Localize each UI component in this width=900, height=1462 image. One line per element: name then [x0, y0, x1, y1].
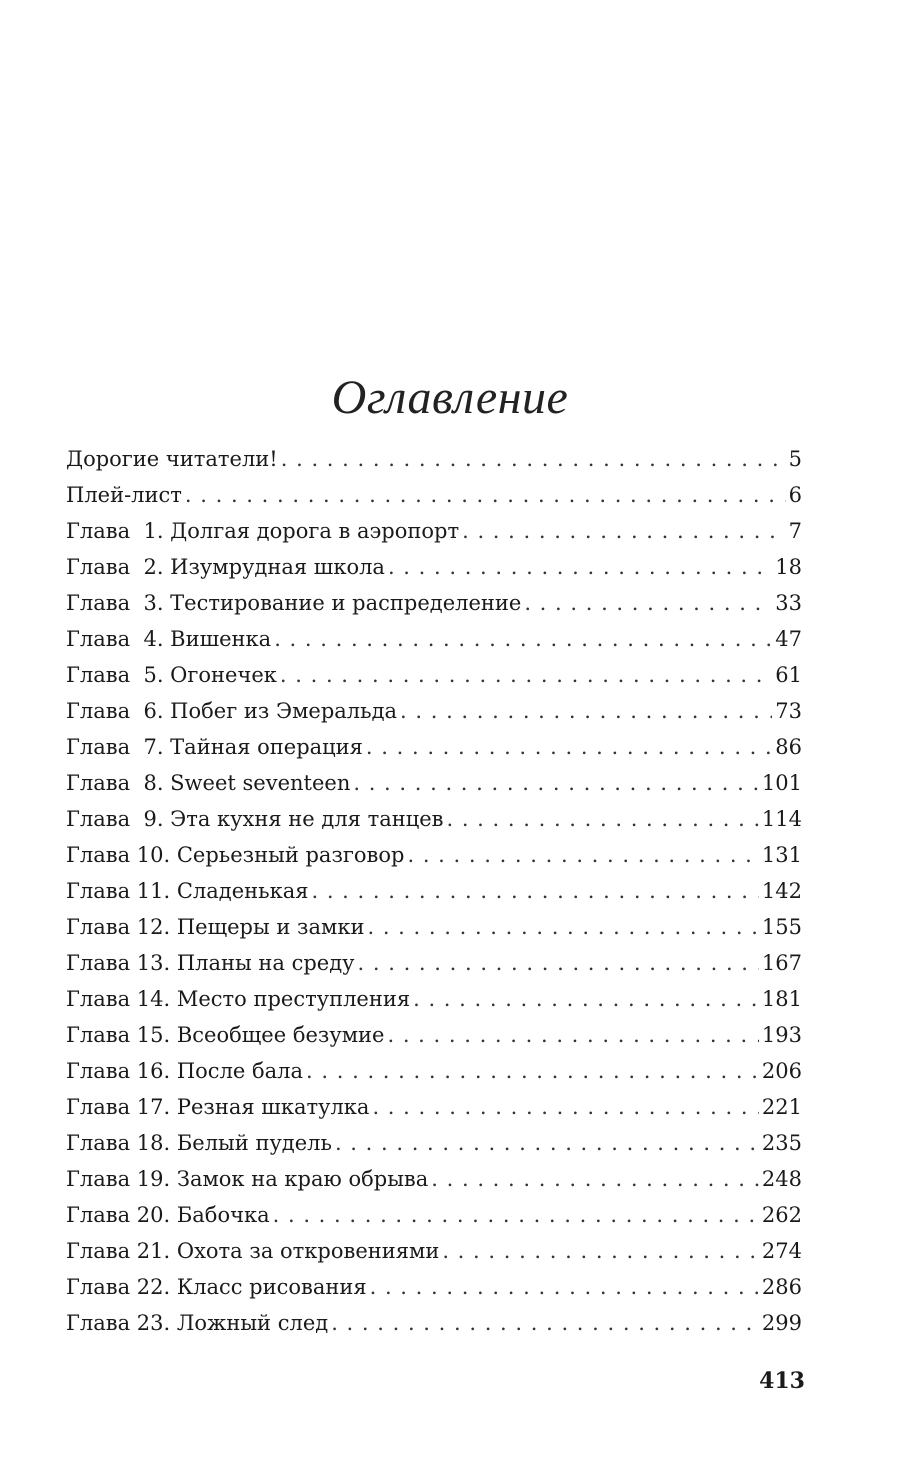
toc-entry-page: 299 — [761, 1311, 802, 1335]
toc-entry-label: Глава 16. После бала — [66, 1059, 304, 1083]
toc-entry — [66, 945, 802, 981]
toc-entry-label: Глава 22. Класс рисования — [66, 1275, 367, 1299]
toc-entry — [66, 837, 802, 873]
toc-entry-label: Глава 11. Сладенькая — [66, 879, 309, 903]
toc-entry — [66, 621, 802, 657]
toc-entry-page: 142 — [761, 879, 802, 903]
toc-entry-page: 5 — [788, 447, 802, 471]
toc-entry-label: Глава 9. Эта кухня не для танцев — [66, 807, 444, 831]
toc-entry-page: 101 — [761, 771, 802, 795]
toc-entry — [66, 1305, 802, 1341]
toc-entry-page: 6 — [788, 483, 802, 507]
toc-entry — [66, 1053, 802, 1089]
toc-entry-label: Глава 12. Пещеры и замки — [66, 915, 365, 939]
toc-leader-dots — [446, 801, 758, 837]
toc-leader-dots — [311, 873, 758, 909]
toc-entry-page: 221 — [761, 1095, 802, 1119]
toc-leader-dots — [372, 1089, 758, 1125]
toc-leader-dots — [388, 549, 772, 585]
toc-entry-page: 235 — [761, 1131, 802, 1155]
toc-entry-label: Плей-лист — [66, 483, 182, 507]
toc-entry — [66, 873, 802, 909]
toc-entry — [66, 1161, 802, 1197]
toc-entry — [66, 441, 802, 477]
toc-entry-label: Глава 8. Sweet seventeen — [66, 771, 351, 795]
toc-entry-label: Глава 3. Тестирование и распределение — [66, 591, 522, 615]
toc-entry-label: Глава 1. Долгая дорога в аэропорт — [66, 519, 460, 543]
toc-entry-page: 33 — [775, 591, 802, 615]
toc-entry-label: Глава 14. Место преступления — [66, 987, 411, 1011]
toc-entry-label: Глава 17. Резная шкатулка — [66, 1095, 370, 1119]
toc-entry-label: Глава 4. Вишенка — [66, 627, 272, 651]
toc-entry — [66, 909, 802, 945]
toc-entry-page: 167 — [761, 951, 802, 975]
toc-entry — [66, 1233, 802, 1269]
toc-entry — [66, 549, 802, 585]
toc-entry-label: Глава 5. Огонечек — [66, 663, 277, 687]
toc-entry-page: 286 — [761, 1275, 802, 1299]
toc-entry — [66, 585, 802, 621]
toc-entry-page: 274 — [761, 1239, 802, 1263]
toc-entry-label: Глава 18. Белый пудель — [66, 1131, 332, 1155]
toc-leader-dots — [274, 621, 772, 657]
toc-entry-page: 155 — [761, 915, 802, 939]
toc-entry — [66, 801, 802, 837]
toc-entry — [66, 513, 802, 549]
toc-entry-label: Глава 2. Изумрудная школа — [66, 555, 385, 579]
toc-entry-page: 114 — [761, 807, 802, 831]
toc-entry-page: 86 — [775, 735, 802, 759]
page-title: Оглавление — [331, 371, 569, 424]
toc-leader-dots — [462, 513, 786, 549]
table-of-contents — [66, 441, 802, 1341]
toc-leader-dots — [335, 1125, 759, 1161]
toc-leader-dots — [400, 693, 772, 729]
toc-entry-page: 7 — [788, 519, 802, 543]
toc-entry-label: Глава 7. Тайная операция — [66, 735, 363, 759]
toc-leader-dots — [367, 909, 758, 945]
toc-entry-label: Глава 19. Замок на краю обрыва — [66, 1167, 429, 1191]
toc-leader-dots — [185, 477, 786, 513]
toc-leader-dots — [280, 657, 772, 693]
toc-entry-page: 47 — [775, 627, 802, 651]
toc-entry — [66, 1197, 802, 1233]
toc-entry-page: 181 — [761, 987, 802, 1011]
toc-leader-dots — [407, 837, 758, 873]
toc-entry-page: 131 — [761, 843, 802, 867]
toc-leader-dots — [306, 1053, 759, 1089]
toc-entry-label: Глава 13. Планы на среду — [66, 951, 355, 975]
toc-entry-label: Глава 6. Побег из Эмеральда — [66, 699, 398, 723]
toc-entry — [66, 693, 802, 729]
toc-entry-label: Глава 23. Ложный след — [66, 1311, 329, 1335]
toc-entry — [66, 477, 802, 513]
toc-leader-dots — [366, 729, 772, 765]
toc-entry — [66, 1017, 802, 1053]
toc-entry-page: 73 — [775, 699, 802, 723]
toc-entry-label: Дорогие читатели! — [66, 447, 278, 471]
toc-entry-label: Глава 20. Бабочка — [66, 1203, 270, 1227]
toc-entry — [66, 1269, 802, 1305]
toc-entry — [66, 729, 802, 765]
toc-entry-label: Глава 10. Серьезный разговор — [66, 843, 405, 867]
toc-leader-dots — [370, 1269, 759, 1305]
toc-entry-page: 262 — [761, 1203, 802, 1227]
toc-leader-dots — [358, 945, 759, 981]
toc-leader-dots — [353, 765, 759, 801]
toc-entry-page: 206 — [761, 1059, 802, 1083]
toc-leader-dots — [273, 1197, 759, 1233]
toc-entry-label: Глава 21. Охота за откровениями — [66, 1239, 440, 1263]
toc-entry-page: 18 — [775, 555, 802, 579]
toc-leader-dots — [331, 1305, 759, 1341]
toc-leader-dots — [524, 585, 772, 621]
toc-leader-dots — [413, 981, 759, 1017]
toc-entry — [66, 1125, 802, 1161]
toc-entry — [66, 765, 802, 801]
toc-entry-page: 61 — [775, 663, 802, 687]
toc-entry-page: 248 — [761, 1167, 802, 1191]
toc-entry — [66, 657, 802, 693]
toc-entry-label: Глава 15. Всеобщее безумие — [66, 1023, 385, 1047]
toc-entry-page: 193 — [761, 1023, 802, 1047]
toc-entry — [66, 1089, 802, 1125]
toc-leader-dots — [281, 441, 786, 477]
page-number: 413 — [759, 1368, 805, 1394]
toc-entry — [66, 981, 802, 1017]
toc-leader-dots — [442, 1233, 759, 1269]
toc-leader-dots — [431, 1161, 759, 1197]
toc-leader-dots — [387, 1017, 758, 1053]
